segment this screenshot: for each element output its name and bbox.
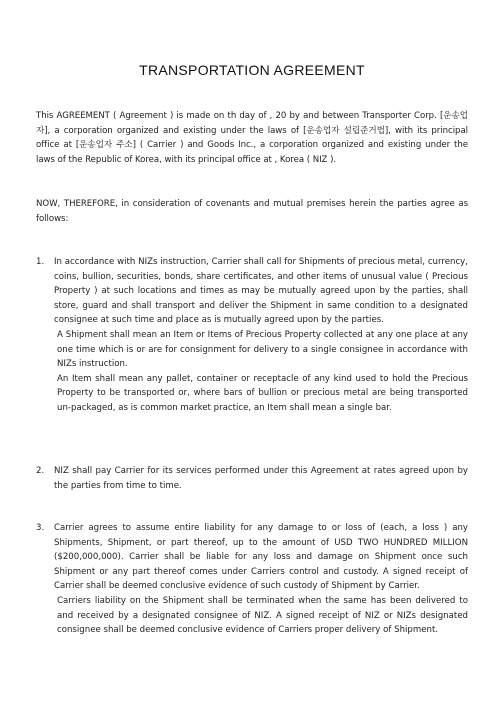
section-3-number: 3. bbox=[36, 523, 45, 533]
section-3-paragraph-1: Carrier agrees to assume entire liability for any damage to or loss of (each, a loss ) any Shipments, Shipment, or part thereof, up to the amount of USD TWO HUNDRED MILLION ($200,000,000). Carrier shall be liable for any loss and damage on Shipment once such Shipment or any part thereof comes under Carriers control and custody. A signed receipt of Carrier shall be deemed conclusive evidence of such custody of Shipment by Carrier. bbox=[54, 523, 468, 592]
section-1-item-definition: An Item shall mean any pallet, container or receptacle of any kind used to hold the Precious Property to be transported or, where bars of bullion or precious metal are being transported un-packaged, as is common market practice, an Item shall mean a single bar. bbox=[57, 373, 468, 413]
section-2-paragraph: NIZ shall pay Carrier for its services performed under this Agreement at rates agreed upon by the parties from time to time. bbox=[54, 466, 468, 491]
section-2 bbox=[36, 464, 468, 493]
section-1-number: 1. bbox=[36, 257, 45, 267]
document-title: TRANSPORTATION AGREEMENT bbox=[139, 62, 365, 78]
section-3-paragraph-2: Carriers liability on the Shipment shall be terminated when the same has been delivered to and received by a designated consignee of NIZ. A signed receipt of NIZ or NIZs designated consignee shall be deemed conclusive evidence of Carriers proper delivery of Shipment. bbox=[57, 595, 468, 636]
intro-paragraph: This AGREEMENT ( Agreement ) is made on th day of , 20 by and between Transporter Corp. [운송업자], a corporation organized and existing under the laws of [운송업자 설립준거법], with its principal office at [운송업자 주소] ( Carrier ) and Goods Inc., a corporation organized and existing under the laws of the Republic of Korea, with its principal office at , Korea ( NIZ ). bbox=[36, 111, 468, 165]
whereas-paragraph: NOW, THEREFORE, in consideration of covenants and mutual premises herein the parties agree as follows: bbox=[36, 199, 468, 224]
section-1-shipment-definition: A Shipment shall mean an Item or Items of Precious Property collected at any one place at any one time which is or are for consignment for delivery to a single consignee in accordance with NIZs instruction. bbox=[57, 329, 468, 370]
section-1-paragraph-1: In accordance with NIZs instruction, Carrier shall call for Shipments of precious metal, currency, coins, bullion, securities, bonds, share certificates, and other items of unusual value ( Precious Property ) at such locations and times as may be mutually agreed upon by the parties, shall store, guard and shall transport and deliver the Shipment in same condition to a designated consignee at such time and place as is mutually agreed upon by the parties. bbox=[54, 257, 468, 326]
section-3 bbox=[36, 521, 468, 638]
section-1 bbox=[36, 255, 468, 416]
section-2-number: 2. bbox=[36, 466, 45, 476]
